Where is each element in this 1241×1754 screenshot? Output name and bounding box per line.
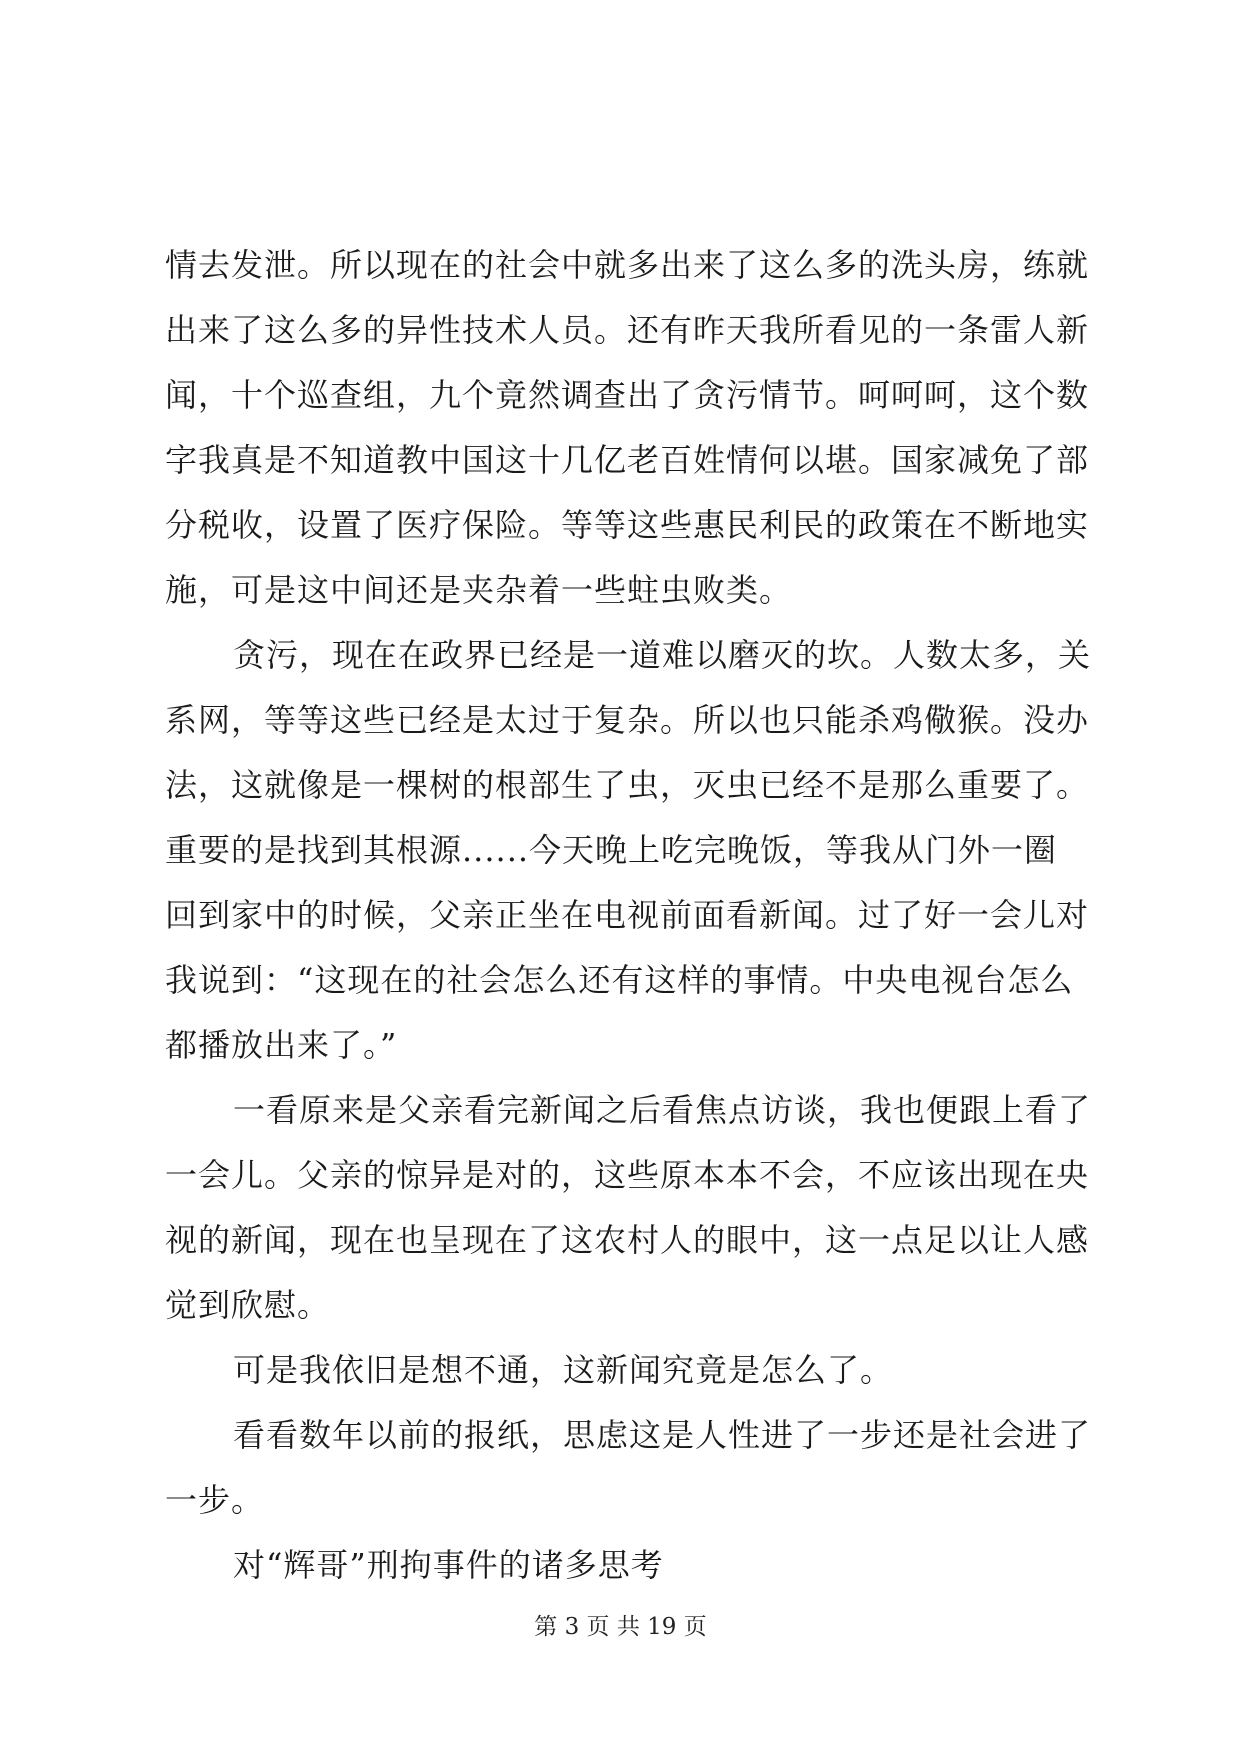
- text-line: 闻，十个巡查组，九个竟然调查出了贪污情节。呵呵呵，这个数: [165, 376, 1090, 414]
- page-number-label: 第 3 页 共 19 页: [534, 1614, 707, 1640]
- text-line: 情去发泄。所以现在的社会中就多出来了这么多的洗头房，练就: [165, 246, 1090, 284]
- text-line: 一看原来是父亲看完新闻之后看焦点访谈，我也便跟上看了: [233, 1091, 1092, 1129]
- text-line: 看看数年以前的报纸，思虑这是人性进了一步还是社会进了: [233, 1416, 1092, 1454]
- text-line: 一步。: [165, 1481, 265, 1519]
- text-line: 分税收，设置了医疗保险。等等这些惠民利民的政策在不断地实: [165, 506, 1090, 544]
- text-line: 都播放出来了。”: [165, 1026, 398, 1064]
- text-line: 我说到：“这现在的社会怎么还有这样的事情。中央电视台怎么: [165, 961, 1074, 999]
- section-title-line: 对“辉哥”刑拘事件的诸多思考: [233, 1546, 664, 1584]
- text-line: 系网，等等这些已经是太过于复杂。所以也只能杀鸡儆猴。没办: [165, 701, 1090, 739]
- text-line: 一会儿。父亲的惊异是对的，这些原本本不会，不应该出现在央: [165, 1156, 1090, 1194]
- text-line: 施，可是这中间还是夹杂着一些蛀虫败类。: [165, 571, 793, 609]
- text-line: 可是我依旧是想不通，这新闻究竟是怎么了。: [233, 1351, 894, 1389]
- text-line: 贪污，现在在政界已经是一道难以磨灭的坎。人数太多，关: [233, 636, 1092, 674]
- text-line: 法，这就像是一棵树的根部生了虫，灭虫已经不是那么重要了。: [165, 766, 1090, 804]
- text-line: 觉到欣慰。: [165, 1286, 331, 1324]
- text-line: 重要的是找到其根源......今天晚上吃完晚饭，等我从门外一圈: [165, 831, 1058, 869]
- document-body: [165, 233, 1092, 1598]
- text-line: 回到家中的时候，父亲正坐在电视前面看新闻。过了好一会儿对: [165, 896, 1090, 934]
- page-footer: [0, 1612, 1241, 1642]
- text-line: 字我真是不知道教中国这十几亿老百姓情何以堪。国家减免了部: [165, 441, 1090, 479]
- text-line: 出来了这么多的异性技术人员。还有昨天我所看见的一条雷人新: [165, 311, 1090, 349]
- text-line: 视的新闻，现在也呈现在了这农村人的眼中，这一点足以让人感: [165, 1221, 1090, 1259]
